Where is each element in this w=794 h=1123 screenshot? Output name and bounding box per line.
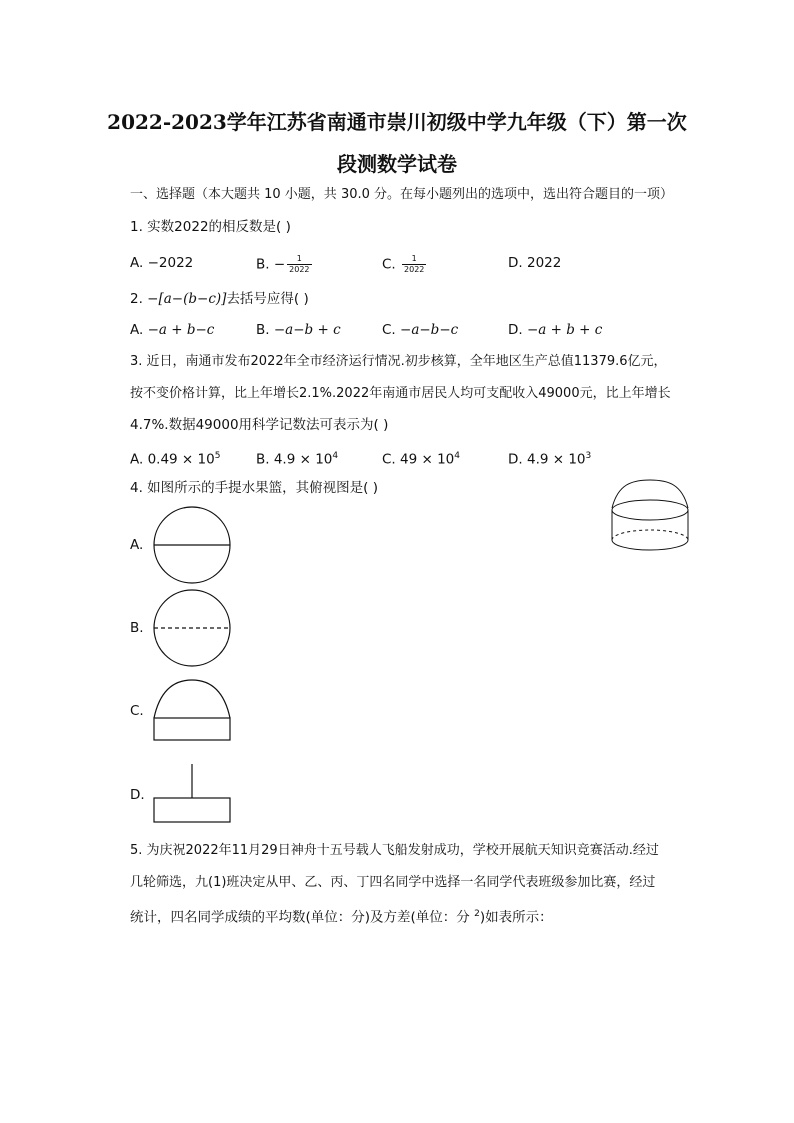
question-5-line-3: 统计，四名同学成绩的平均数(单位：分)及方差(单位：分 $^2$)如表所示： [130, 909, 553, 926]
exam-title-line-2: 段测数学试卷 [337, 152, 457, 176]
question-5-line-1: 5. 为庆祝2022年11月29日神舟十五号载人飞船发射成功，学校开展航天知识竞赛活动.经过 [130, 843, 659, 858]
question-3-option-c: C. $49 \times 10^4$ [382, 451, 460, 468]
question-3-option-b: B. $4.9 \times 10^4$ [256, 451, 339, 468]
question-4-option-b-label: B. [130, 620, 144, 636]
question-1-stem: 1. 实数2022的相反数是( ) [130, 219, 291, 235]
question-2-option-a: A. −a + b−c [130, 322, 215, 338]
question-2-option-b: B. −a−b + c [256, 322, 341, 338]
fruit-basket-figure [604, 478, 696, 558]
question-2-stem: 2. −[a−(b−c)]去括号应得( ) [130, 291, 309, 307]
question-4-option-a-label: A. [130, 537, 144, 553]
option-d-figure [152, 762, 232, 826]
question-1-option-b: B. − $\frac{1}{2022}$ [256, 254, 310, 274]
question-4-option-c-label: C. [130, 703, 144, 719]
question-5-line-2: 几轮筛选，九(1)班决定从甲、乙、丙、丁四名同学中选择一名同学代表班级参加比赛，经过 [130, 875, 656, 890]
exam-title-line-1: 2022-2023学年江苏省南通市崇川初级中学九年级（下）第一次 [107, 110, 687, 134]
option-c-figure [152, 678, 232, 742]
question-3-option-a: A. $0.49 \times 10^5$ [130, 451, 221, 468]
question-1-option-d: D. 2022 [508, 255, 562, 271]
option-a-figure [152, 506, 232, 584]
question-2-option-c: C. −a−b−c [382, 322, 459, 338]
option-b-figure [152, 589, 232, 667]
question-1-option-c: C. $\frac{1}{2022}$ [382, 254, 425, 274]
question-4-option-d-label: D. [130, 787, 145, 803]
question-1-option-a: A. −2022 [130, 255, 194, 271]
section-heading: 一、选择题（本大题共 10 小题，共 30.0 分。在每小题列出的选项中，选出符合题目的一项） [130, 187, 674, 202]
question-4-stem: 4. 如图所示的手提水果篮，其俯视图是( ) [130, 480, 378, 496]
question-3-line-3: 4.7%.数据49000用科学记数法可表示为( ) [130, 417, 389, 433]
question-3-option-d: D. $4.9 \times 10^3$ [508, 451, 592, 468]
question-3-line-1: 3. 近日，南通市发布2022年全市经济运行情况.初步核算，全年地区生产总值11379.6亿元， [130, 354, 667, 369]
question-3-line-2: 按不变价格计算，比上年增长2.1%.2022年南通市居民人均可支配收入49000元，比上年增长 [130, 386, 671, 401]
question-2-option-d: D. −a + b + c [508, 322, 603, 338]
